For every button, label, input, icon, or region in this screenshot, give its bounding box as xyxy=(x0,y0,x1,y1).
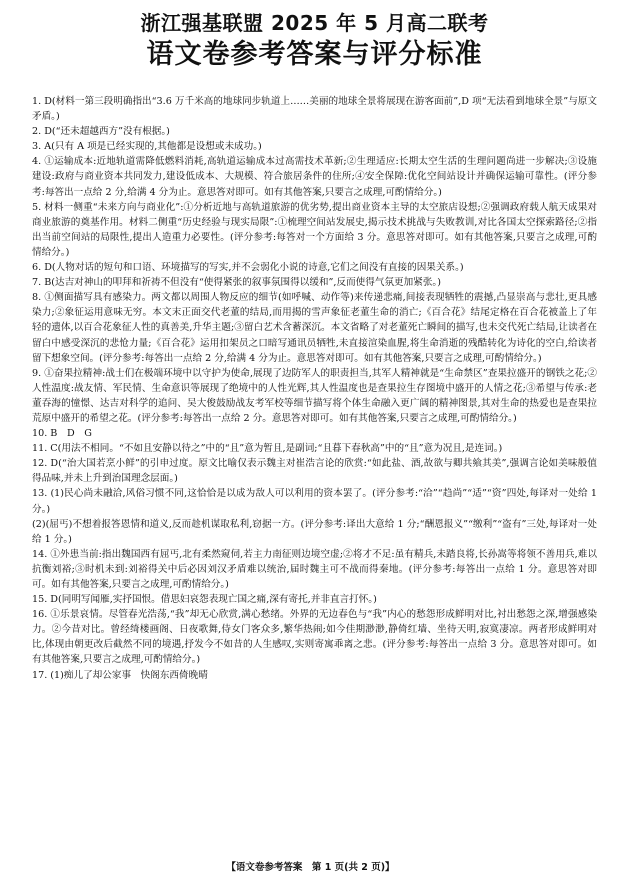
answer-item-1: 1. D(材料一第三段明确指出“3.6 万千米高的地球同步轨道上……美丽的地球全景将展现在游客面前”,D 项“无法看到地球全景”与原文矛盾。) xyxy=(32,96,597,123)
exam-title: 浙江强基联盟 2025 年 5 月高二联考 xyxy=(140,11,489,35)
answer-item-14: 14. ①外患当前:指出魏国西有屈丐,北有柔然窥伺,若主力南征则边境空虚;②将才不足:虽有精兵,未踏良将,长孙嵩等将领不善用兵,难以抗衡刘裕;③时机未到:刘裕得关中后必因刘汉矛盾难以统治,届时魏主可不战而得秦地。(评分参考:每答出一点给 1 分。意思答对即可。如有其他答案,只要言之成理,可酌情给分。) xyxy=(32,548,597,590)
answer-item-2: 2. D(“还未超越西方”没有根据。) xyxy=(32,126,170,138)
document-title: 语文卷参考答案与评分标准 xyxy=(146,39,483,70)
answer-item-11: 11. C(用法不相同。“不如且安静以待之”中的“且”意为暂且,是副词;“且暮下春秋高”中的“且”意为况且,是连词。) xyxy=(32,443,503,455)
answer-list xyxy=(32,94,597,683)
answer-item-16: 16. ①乐景哀情。尽管春光浩荡,“我”却无心欣赏,满心愁绪。外界的无边春色与“我”内心的愁怨形成鲜明对比,衬出愁怨之深,增强感染力。②今昔对比。曾经绮楼画阁、日夜歌舞,侍女门客众多,繁华热闹;如今佳期渺渺,静倚红墙、坐待天明,寂寞凄凉。两者形成鲜明对比,体现由朝更改后截然不同的境遇,抒发今不如昔的人生感叹,实则寄寓乖离之悲。(评分参考:每答出一点给 3 分。意思答对即可。如有其他答案,只要言之成理,可酌情给分。) xyxy=(32,609,597,666)
answer-item-3: 3. A(只有 A 项是已经实现的,其他都是设想或未成功。) xyxy=(32,141,262,153)
answer-item-15: 15. D(同明写闻雁,实抒国恨。借思妇哀怨表现亡国之痛,深有寄托,并非直言打怀。) xyxy=(32,594,377,606)
answer-item-4: 4. ①运输成本:近地轨道需降低燃料消耗,高轨道运输成本过高需技术革新;②生理适应:长期太空生活的生理问题尚进一步解决;③设施建设:政府与商业资本共同发力,建设低成本、大规模、符合旅居条件的住所;④安全保障:优化空间站设计并确保运输可靠性。(评分参考:每答出一点给 2 分,给满 4 分为止。意思答对即可。如有其他答案,只要言之成理,可酌情给分。) xyxy=(32,156,597,198)
page-footer: 【语文卷参考答案 第 1 页(共 2 页)】 xyxy=(226,862,395,873)
answer-item-17: 17. (1)痴儿了却公家事 快阁东西倚晚晴 xyxy=(32,669,208,681)
answer-item-13-2: (2)(屈丐)不想着报答恩情和道义,反而趁机谋取私利,窃据一方。(评分参考:译出大意给 1 分;“酬恩报义”“缴利”“盗有”三处,每译对一处给 1 分。) xyxy=(32,518,597,545)
answer-item-9: 9. ①奋果拉精神:战士们在极端环境中以守护为使命,展现了边防军人的职责担当,其军人精神就是“生命禁区”查果拉盛开的钢铁之花;②人性温度:战友情、军民情、生命意识等展现了绝境中的人性光辉,其人性温度也是查果拉生存图境中盛开的人情之花;③希望与传承:老董吞海的憧憬、达吉对科学的追问、吴大俊鼓励战友考军校等细节描写将个体生命融入更广阔的精神图景,其对生命的热爱也是查果拉荒原中盛开的希望之花。(评分参考:每答出一点给 2 分。意思答对即可。如有其他答案,只要言之成理,可酌情给分。) xyxy=(32,367,597,424)
answer-item-10: 10. B D G xyxy=(32,428,92,440)
answer-item-6: 6. D(人物对话的短句和口语、环境描写的写实,并不会弱化小说的诗意,它们之间没有直接的因果关系。) xyxy=(32,262,464,274)
answer-item-8: 8. ①侧面描写具有感染力。两文都以周围人物反应的细节(如呼喊、动作等)来传递悲痛,间接表现牺牲的震撼,凸显崇高与悲壮,更具感染力;②象征运用意味无穷。本文末正面交代老董的结局,而用揭的雪声象征老董生命的消亡;《百合花》结尾定格在百合花被盖上了年轻的遗体,以百合花象征人性的真善美,升华主题;③留白艺术含蓄深沉。本文省略了对老董死亡瞬间的描写,也未交代死亡结局,让读者在留白中感受深沉的悲怆力量;《百合花》运用扣架员之口暗写通讯员牺牲,未直接渲染血腥,将生命消逝的残酷转化为诗化的空白,给读者留下想象空间。(评分参考:每答出一点给 2 分,给满 4 分为止。意思答对即可。如有其他答案,只要言之成理,可酌情给分。) xyxy=(32,292,597,364)
answer-item-12: 12. D(“治大国若烹小鲜”的引申过度。原文比喻仅表示魏主对崔浩言论的欣赏:“如此盐、酒,故欲与卿共飨其美”,强调言论如美味般值得品味,并未上升到治国理念层面。) xyxy=(32,458,597,485)
answer-item-13-1: 13. (1)民心尚未融洽,风俗习惯不同,这恰恰是以成为敌人可以利用的资本罢了。(评分参考:“洽”“趋尚”“适”“资”四处,每译对一处给 1 分。) xyxy=(32,488,597,515)
answer-item-7: 7. B(达吉对神山的叩拜和祈祷不但没有“使得紧张的叙事氛围得以缓和”,反而使得气氛更加紧张。) xyxy=(32,277,441,289)
answer-item-5: 5. 材料一侧重“未来方向与商业化”:①分析近地与高轨道旅游的优劣势,提出商业资本主导的太空旅店设想;②强调政府载人航天成果对商业旅游的奠基作用。材料二侧重“历史经验与现实局限”:①梳理空间站发展史,揭示技术挑战与失败教训,对比各国太空探索路径;②指出当前空间站的局限性,提出人造重力必要性。(评分参考:每答对一个方面给 3 分。意思答对即可。如有其他答案,只要言之成理,可酌情给分。) xyxy=(32,201,597,258)
